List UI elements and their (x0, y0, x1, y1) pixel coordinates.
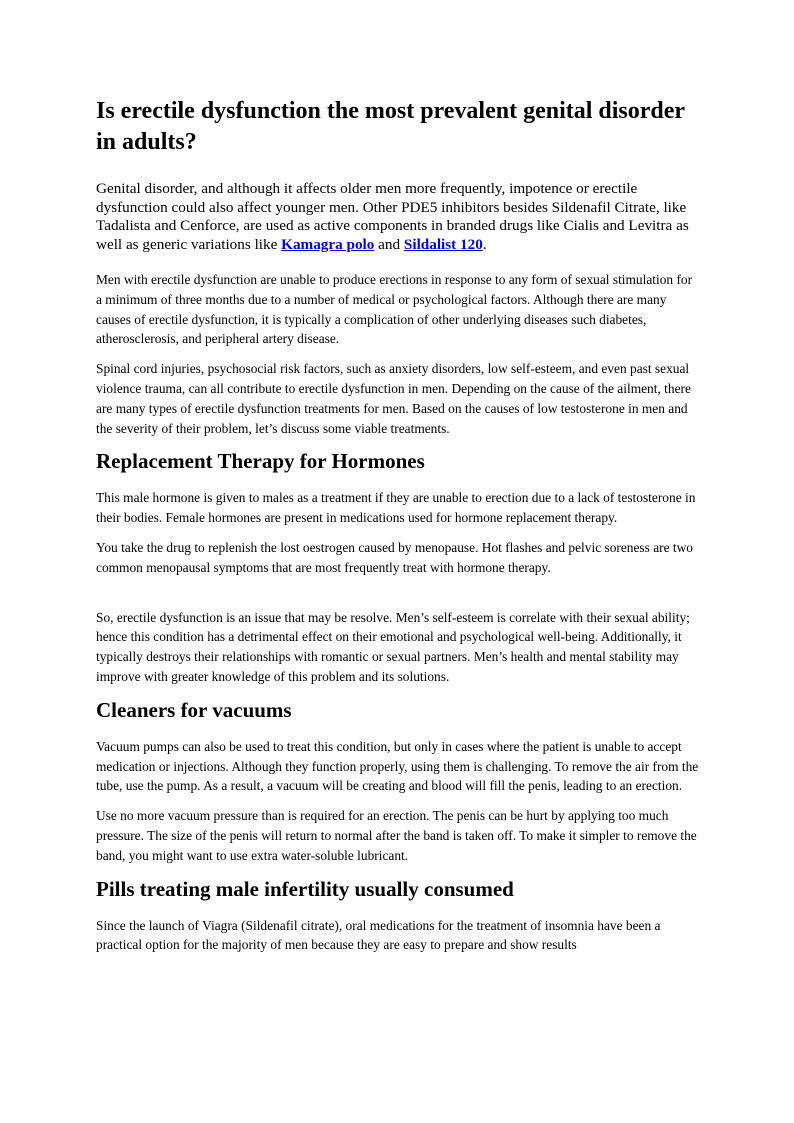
intro-and-text: and (374, 235, 404, 253)
paragraph-menopause: You take the drug to replenish the lost oestrogen caused by menopause. Hot flashes and pelvic soreness are two common menopausal symptoms that are most frequently treat with hormone therapy. (96, 539, 693, 575)
article-title: Is erectile dysfunction the most prevalent genital disorder in adults? (96, 98, 685, 155)
heading-vacuums: Cleaners for vacuums (96, 697, 292, 722)
intro-text: Genital disorder, and although it affects older men more frequently, impotence or erectile dysfunction could also affect younger men. Other PDE5 inhibitors besides Sildenafil Citrate, like Tadalista and Cenforce, are used as active components in branded drugs like Cialis and Levitra as well as generic variations like (96, 180, 689, 253)
paragraph-hormone-treatment: This male hormone is given to males as a treatment if they are unable to erection due to a lack of testosterone in their bodies. Female hormones are present in medications used for hormone replacement therapy. (96, 490, 696, 526)
paragraph-vacuum-pressure: Use no more vacuum pressure than is required for an erection. The penis can be hurt by applying too much pressure. The size of the penis will return to normal after the band is taken off. To make it simpler to remove the band, you might want to use extra water-soluble lubricant. (96, 808, 697, 863)
intro-paragraph (96, 180, 700, 254)
paragraph-risk-factors: Spinal cord injuries, psychosocial risk factors, such as anxiety disorders, low self-esteem, and even past sexual violence trauma, can all contribute to erectile dysfunction in men. Depending on the cause of the ailment, there are many types of erectile dysfunction treatments for men. Based on the causes of low testosterone in men and the severity of their problem, let’s discuss some viable treatments. (96, 361, 691, 436)
heading-pills: Pills treating male infertility usually consumed (96, 876, 514, 901)
sildalist-120-link[interactable]: Sildalist 120 (403, 235, 483, 253)
heading-hormone-therapy: Replacement Therapy for Hormones (96, 449, 425, 474)
paragraph-viagra: Since the launch of Viagra (Sildenafil citrate), oral medications for the treatment of insomnia have been a practical option for the majority of men because they are easy to prepare and show results (96, 917, 661, 953)
spacer (96, 588, 700, 608)
paragraph-self-esteem: So, erectile dysfunction is an issue that may be resolve. Men’s self-esteem is correlate with their sexual ability; hence this condition has a detrimental effect on their emotional and psychological well-being. Additionally, it typically destroys their relationships with romantic or sexual partners. Men’s health and mental stability may improve with greater knowledge of this problem and its solutions. (96, 609, 690, 684)
document-page (96, 96, 700, 965)
intro-end-text: . (482, 235, 487, 253)
paragraph-vacuum-pumps: Vacuum pumps can also be used to treat this condition, but only in cases where the patient is unable to accept medication or injections. Although they function properly, using them is challenging. To remove the air from the tube, use the pump. As a result, a vacuum will be creating and blood will fill the penis, leading to an erection. (96, 738, 699, 794)
kamagra-polo-link[interactable]: Kamagra polo (281, 235, 375, 253)
paragraph-erectile-causes: Men with erectile dysfunction are unable to produce erections in response to any form of sexual stimulation for a minimum of three months due to a number of medical or psychological factors. Although there are many causes of erectile dysfunction, it is typically a complication of other underlying diseases such diabetes, atherosclerosis, and peripheral artery disease. (96, 272, 693, 347)
